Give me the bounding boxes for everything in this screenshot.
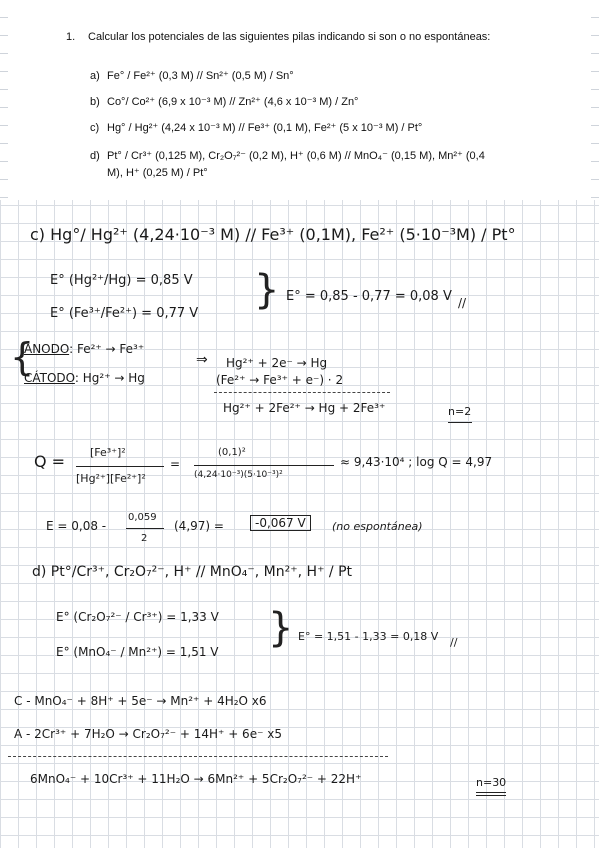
n-d-underline-2	[476, 795, 506, 796]
nernst-lhs: E = 0,08 -	[46, 519, 107, 533]
nernst-frac-bar	[126, 528, 164, 529]
q-equals: =	[170, 457, 181, 471]
q-numerator-values: (0,1)²	[218, 447, 246, 458]
q-values-bar	[194, 465, 334, 466]
half-reaction-hg: Hg²⁺ + 2e⁻ → Hg	[226, 356, 328, 370]
q-numerator: [Fe³⁺]²	[90, 446, 126, 459]
n-c-underline	[448, 422, 472, 423]
half-reaction-fe: (Fe²⁺ → Fe³⁺ + e⁻) · 2	[216, 373, 344, 387]
anodo-catodo-brace: {	[10, 335, 35, 379]
catodo-label: CÁTODO	[24, 371, 75, 385]
item-c-text: Hg° / Hg²⁺ (4,24 x 10⁻³ M) // Fe³⁺ (0,1 M), Fe²⁺ (5 x 10⁻³ M) / Pt°	[107, 122, 423, 134]
item-b-label: b)	[90, 96, 100, 108]
item-d-label: d)	[90, 150, 100, 162]
anodo-reaction: : Fe²⁺ → Fe³⁺	[69, 342, 145, 356]
d-anode-half: A - 2Cr³⁺ + 7H₂O → Cr₂O₇²⁻ + 14H⁺ + 6e⁻ x5	[14, 727, 282, 741]
sum-separator	[214, 392, 390, 393]
nernst-frac-num: 0,059	[128, 512, 157, 523]
nernst-frac-den: 2	[141, 533, 148, 544]
item-d-text: Pt° / Cr³⁺ (0,125 M), Cr₂O₇²⁻ (0,2 M), H⁺ (0,6 M) // MnO₄⁻ (0,15 M), Mn²⁺ (0,4	[107, 150, 485, 162]
anodo-label: ÁNODO	[24, 342, 70, 356]
c-e-fe: E° (Fe³⁺/Fe²⁺) = 0,77 V	[50, 306, 199, 321]
implies-arrow: ⇒	[196, 352, 208, 368]
item-c-label: c)	[90, 122, 100, 134]
nernst-note: (no espontánea)	[332, 520, 423, 533]
c-ecell-mark: //	[458, 296, 467, 310]
item-a-text: Fe° / Fe²⁺ (0,3 M) // Sn²⁺ (0,5 M) / Sn°	[107, 70, 294, 82]
d-overall-reaction: 6MnO₄⁻ + 10Cr³⁺ + 11H₂O → 6Mn²⁺ + 5Cr₂O₇²⁻ + 22H⁺	[30, 772, 362, 786]
d-sum-separator	[8, 756, 388, 757]
item-d-text-cont: M), H⁺ (0,25 M) / Pt°	[107, 167, 208, 179]
nernst-mid: (4,97) =	[174, 519, 224, 533]
d-e-cr: E° (Cr₂O₇²⁻ / Cr³⁺) = 1,33 V	[56, 610, 219, 624]
catodo-reaction: : Hg²⁺ → Hg	[74, 371, 145, 385]
n-d-underline	[476, 792, 506, 793]
left-margin-ticks	[0, 0, 8, 200]
q-lhs: Q =	[34, 452, 66, 471]
q-result: ≈ 9,43·10⁴ ; log Q = 4,97	[340, 455, 493, 469]
q-fraction-bar	[76, 466, 164, 467]
c-ecell: E° = 0,85 - 0,77 = 0,08 V	[286, 289, 452, 304]
c-e-hg: E° (Hg²⁺/Hg) = 0,85 V	[50, 273, 193, 288]
c-header: c) Hg°/ Hg²⁺ (4,24·10⁻³ M) // Fe³⁺ (0,1M), Fe²⁺ (5·10⁻³M) / Pt°	[30, 225, 516, 244]
overall-reaction-c: Hg²⁺ + 2Fe²⁺ → Hg + 2Fe³⁺	[223, 401, 386, 415]
problem-number: 1.	[66, 31, 76, 43]
d-e-mn: E° (MnO₄⁻ / Mn²⁺) = 1,51 V	[56, 645, 219, 659]
d-cathode-half: C - MnO₄⁻ + 8H⁺ + 5e⁻ → Mn²⁺ + 4H₂O x6	[14, 694, 267, 708]
nernst-result-box: -0,067 V	[250, 515, 311, 531]
d-header: d) Pt°/Cr³⁺, Cr₂O₇²⁻, H⁺ // MnO₄⁻, Mn²⁺, H⁺ / Pt	[32, 564, 353, 580]
item-a-label: a)	[90, 70, 100, 82]
d-brace: }	[268, 605, 294, 651]
n-value-d: n=30	[476, 776, 507, 789]
d-ecell-mark: //	[450, 636, 458, 649]
c-brace: }	[254, 267, 280, 313]
right-margin-ticks	[591, 0, 599, 200]
d-ecell: E° = 1,51 - 1,33 = 0,18 V	[298, 630, 439, 643]
problem-statement: Calcular los potenciales de las siguientes pilas indicando si son o no espontáneas:	[88, 31, 491, 43]
item-b-text: Co°/ Co²⁺ (6,9 x 10⁻³ M) // Zn²⁺ (4,6 x 10⁻³ M) / Zn°	[107, 96, 359, 108]
q-denominator-values: (4,24·10⁻³)(5·10⁻³)²	[194, 470, 283, 480]
n-value-c: n=2	[448, 405, 472, 418]
q-denominator: [Hg²⁺][Fe²⁺]²	[76, 472, 146, 485]
